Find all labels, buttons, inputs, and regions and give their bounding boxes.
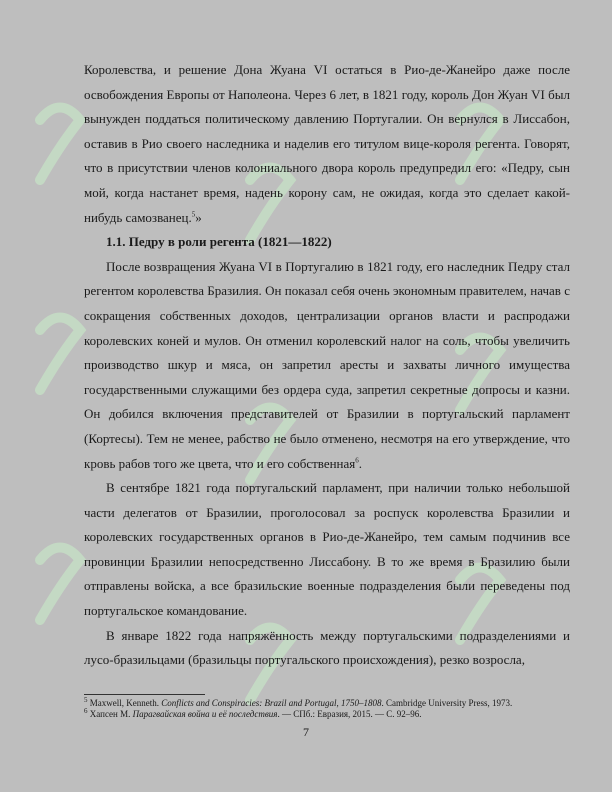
footnote-5 — [84, 698, 570, 709]
paragraph-1-tail: » — [195, 209, 202, 225]
footnote-6 — [84, 709, 570, 720]
footnote-title: Парагвайская война и её последствия — [132, 709, 278, 719]
paragraph-2 — [84, 255, 570, 476]
paragraph-4: В январе 1822 года напряжённость между португальскими подразделениями и лусо-бразильцами (бразильцы португальского происхождения), резко возросла, — [84, 627, 570, 668]
paragraph-3: В сентябре 1821 года португальский парламент, при наличии только небольшой части делегатов от Бразилии, проголосовал за роспуск королевства Бразилии и королевских государственных органов в Рио-де-Жанейро, тем самым подчинив все провинции Бразилии непосредственно Лиссабону. В то же время в Бразилию были отправлены войска, а все бразильские военные подразделения были переведены под португальское командование. — [84, 480, 570, 619]
page-number: 7 — [303, 725, 309, 739]
paragraph-1 — [84, 58, 570, 230]
footnote-ref-6[interactable]: 6 — [355, 456, 359, 465]
footnote-publisher: . Cambridge University Press, 1973. — [381, 698, 513, 708]
footnote-number: 6 — [84, 707, 88, 715]
page-body — [84, 58, 570, 673]
footnote-number: 5 — [84, 696, 88, 704]
footnote-title: Conflicts and Conspiracies: Brazil and Portugal, 1750–1808 — [161, 698, 382, 708]
footnote-author: Хапсен М. — [87, 709, 133, 719]
paragraph-2-tail: . — [358, 455, 363, 471]
paragraph-2-text: После возвращения Жуана VI в Португалию в 1821 году, его наследник Педру стал регентом королевства Бразилия. Он показал себя очень экономным правителем, начав с сокращения собственных доходов, централизации органов власти и распродажи королевских коней и мулов. Он отменил королевский налог на соль, чтобы увеличить производство шкур и мяса, он запретил аресты и захваты личного имущества государственными служащими без ордера суда, запретил секретные допросы и казни. Он добился включения представителей от Бразилии в португальский парламент (Кортесы). Тем не менее, рабство не было отменено, несмотря на его утверждение, что кровь рабов того же цвета, что и его собственная — [84, 258, 570, 471]
footnote-rule — [84, 694, 205, 695]
section-heading: 1.1. Педру в роли регента (1821—1822) — [106, 234, 332, 250]
footnote-publisher: . — СПб.: Евразия, 2015. — С. 92–96. — [277, 709, 422, 719]
footnote-ref-5[interactable]: 5 — [191, 210, 196, 219]
footnote-author: Maxwell, Kenneth. — [87, 698, 162, 708]
footnotes — [84, 694, 570, 720]
paragraph-1-text: Королевства, и решение Дона Жуана VI остаться в Рио-де-Жанейро даже после освобождения Европы от Наполеона. Через 6 лет, в 1821 году, король Дон Жуан VI был вынужден поддаться политическому давлению Португалии. Он вернулся в Лиссабон, оставив в Рио своего наследника и наделив его титулом вице-короля регента. Говорят, что в присутствии членов колониального двора король предупредил его: «Педру, сын мой, когда настанет время, надень корону сам, не ожидая, когда это сделает какой-нибудь самозванец. — [84, 62, 570, 225]
